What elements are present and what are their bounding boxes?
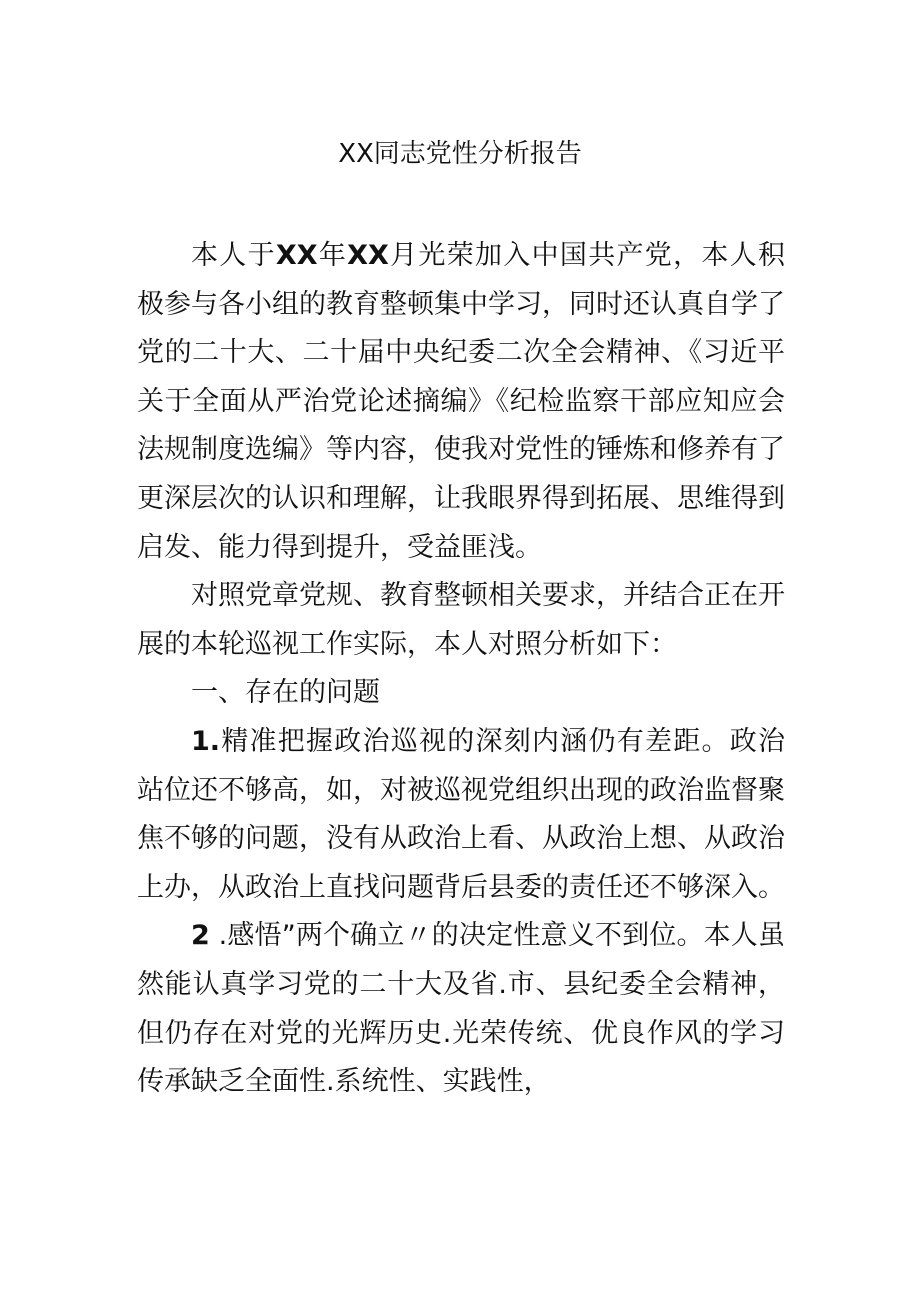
paragraph-text: 月光荣加入中国共产党，本人积极参与各小组的教育整顿集中学习，同时还认真自学了党的二十大、二十届中央纪委二次全会精神、《习近平关于全面从严治党论述摘编》《纪检监察干部应知应会法规制度选编》等内容，使我对党性的锤炼和修养有了更深层次的认识和理解，让我眼界得到拓展、思维得到启发、能力得到提升，受益匪浅。 bbox=[137, 240, 786, 563]
item-number: 1. bbox=[191, 725, 221, 757]
paragraph-text: .感悟”两个确立〃的决定性意义不到位。本人虽然能认真学习党的二十大及省.市、县纪委全会精神，但仍存在对党的光辉历史.光荣传统、优良作风的学习传承缺乏全面性.系统性、实践性， bbox=[137, 920, 785, 1098]
paragraph-text: 对照党章党规、教育整顿相关要求，并结合正在开展的本轮巡视工作实际，本人对照分析如下： bbox=[137, 580, 785, 660]
paragraph-item-1 bbox=[137, 718, 785, 912]
paragraph-contrast bbox=[137, 572, 785, 669]
document-title: XX同志党性分析报告 bbox=[338, 139, 582, 169]
section-heading-problems bbox=[137, 669, 785, 718]
document-body bbox=[137, 232, 785, 1107]
paragraph-text: 本人于 bbox=[191, 240, 276, 271]
paragraph-item-2 bbox=[137, 912, 785, 1106]
paragraph-text-bold: XX bbox=[275, 240, 318, 271]
section-heading-text: 一、存在的问题 bbox=[191, 677, 380, 709]
item-number: 2 bbox=[191, 920, 210, 952]
paragraph-text-bold: XX bbox=[347, 240, 389, 271]
paragraph-text: 精准把握政治巡视的深刻内涵仍有差距。政治站位还不够高，如，对被巡视党组织出现的政治监督聚焦不够的问题，没有从政治上看、从政治上想、从政治上办，从政治上直找问题背后县委的责任还不够深入。 bbox=[137, 725, 785, 903]
paragraph-text: 年 bbox=[317, 240, 348, 271]
paragraph-intro bbox=[137, 232, 785, 572]
